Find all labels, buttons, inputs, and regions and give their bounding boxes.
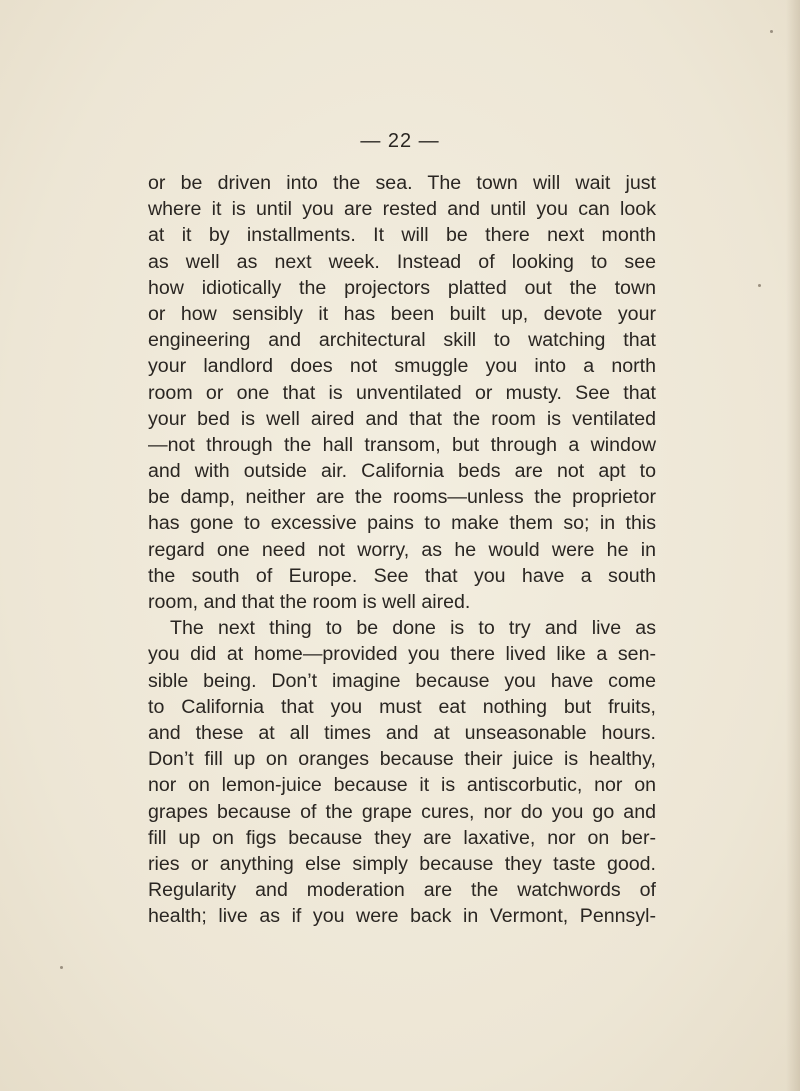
- text-line: how idiotically the projectors platted out the town: [148, 276, 656, 299]
- text-line: as well as next week. Instead of looking to see: [148, 250, 656, 273]
- text-line: engineering and architectural skill to watching that: [148, 329, 656, 352]
- text-line: at it by installments. It will be there next month: [148, 224, 656, 247]
- text-line: and these at all times and at unseasonable hours.: [148, 721, 656, 744]
- text-line: regard one need not worry, as he would were he in: [148, 538, 656, 561]
- text-line: room or one that is unventilated or musty. See that: [148, 381, 656, 404]
- text-line: Regularity and moderation are the watchwords of: [148, 879, 656, 902]
- text-line: and with outside air. California beds are not apt to: [148, 460, 656, 483]
- page-number: — 22 —: [360, 130, 440, 152]
- body-text: [148, 170, 656, 929]
- text-line: has gone to excessive pains to make them so; in this: [148, 512, 656, 535]
- text-line: The next thing to be done is to try and live as: [170, 617, 656, 640]
- page-edge-shadow: [786, 0, 800, 1091]
- text-line: where it is until you are rested and until you can look: [148, 198, 656, 221]
- text-line: —not through the hall transom, but through a window: [148, 433, 656, 456]
- text-line: be damp, neither are the rooms—unless the proprietor: [148, 486, 656, 509]
- text-line: health; live as if you were back in Vermont, Pennsyl-: [148, 905, 656, 928]
- text-line: your landlord does not smuggle you into a north: [148, 355, 656, 378]
- text-line: ries or anything else simply because they taste good.: [148, 852, 656, 875]
- text-line: your bed is well aired and that the room is ventilated: [148, 407, 656, 430]
- text-line: nor on lemon-juice because it is antiscorbutic, nor on: [148, 774, 656, 797]
- text-line: sible being. Don’t imagine because you have come: [148, 669, 656, 692]
- text-line: grapes because of the grape cures, nor do you go and: [148, 800, 656, 823]
- text-line: or be driven into the sea. The town will wait just: [148, 172, 656, 194]
- paper-speck: [770, 30, 773, 33]
- text-line: room, and that the room is well aired.: [148, 591, 471, 613]
- text-line: you did at home—provided you there lived like a sen-: [148, 643, 656, 666]
- text-line: or how sensibly it has been built up, devote your: [148, 302, 656, 325]
- paper-speck: [758, 284, 761, 287]
- paper-speck: [60, 966, 63, 969]
- text-line: the south of Europe. See that you have a south: [148, 564, 656, 587]
- text-line: fill up on figs because they are laxative, nor on ber-: [148, 826, 656, 849]
- text-line: to California that you must eat nothing but fruits,: [148, 695, 656, 718]
- text-line: Don’t fill up on oranges because their juice is healthy,: [148, 748, 656, 771]
